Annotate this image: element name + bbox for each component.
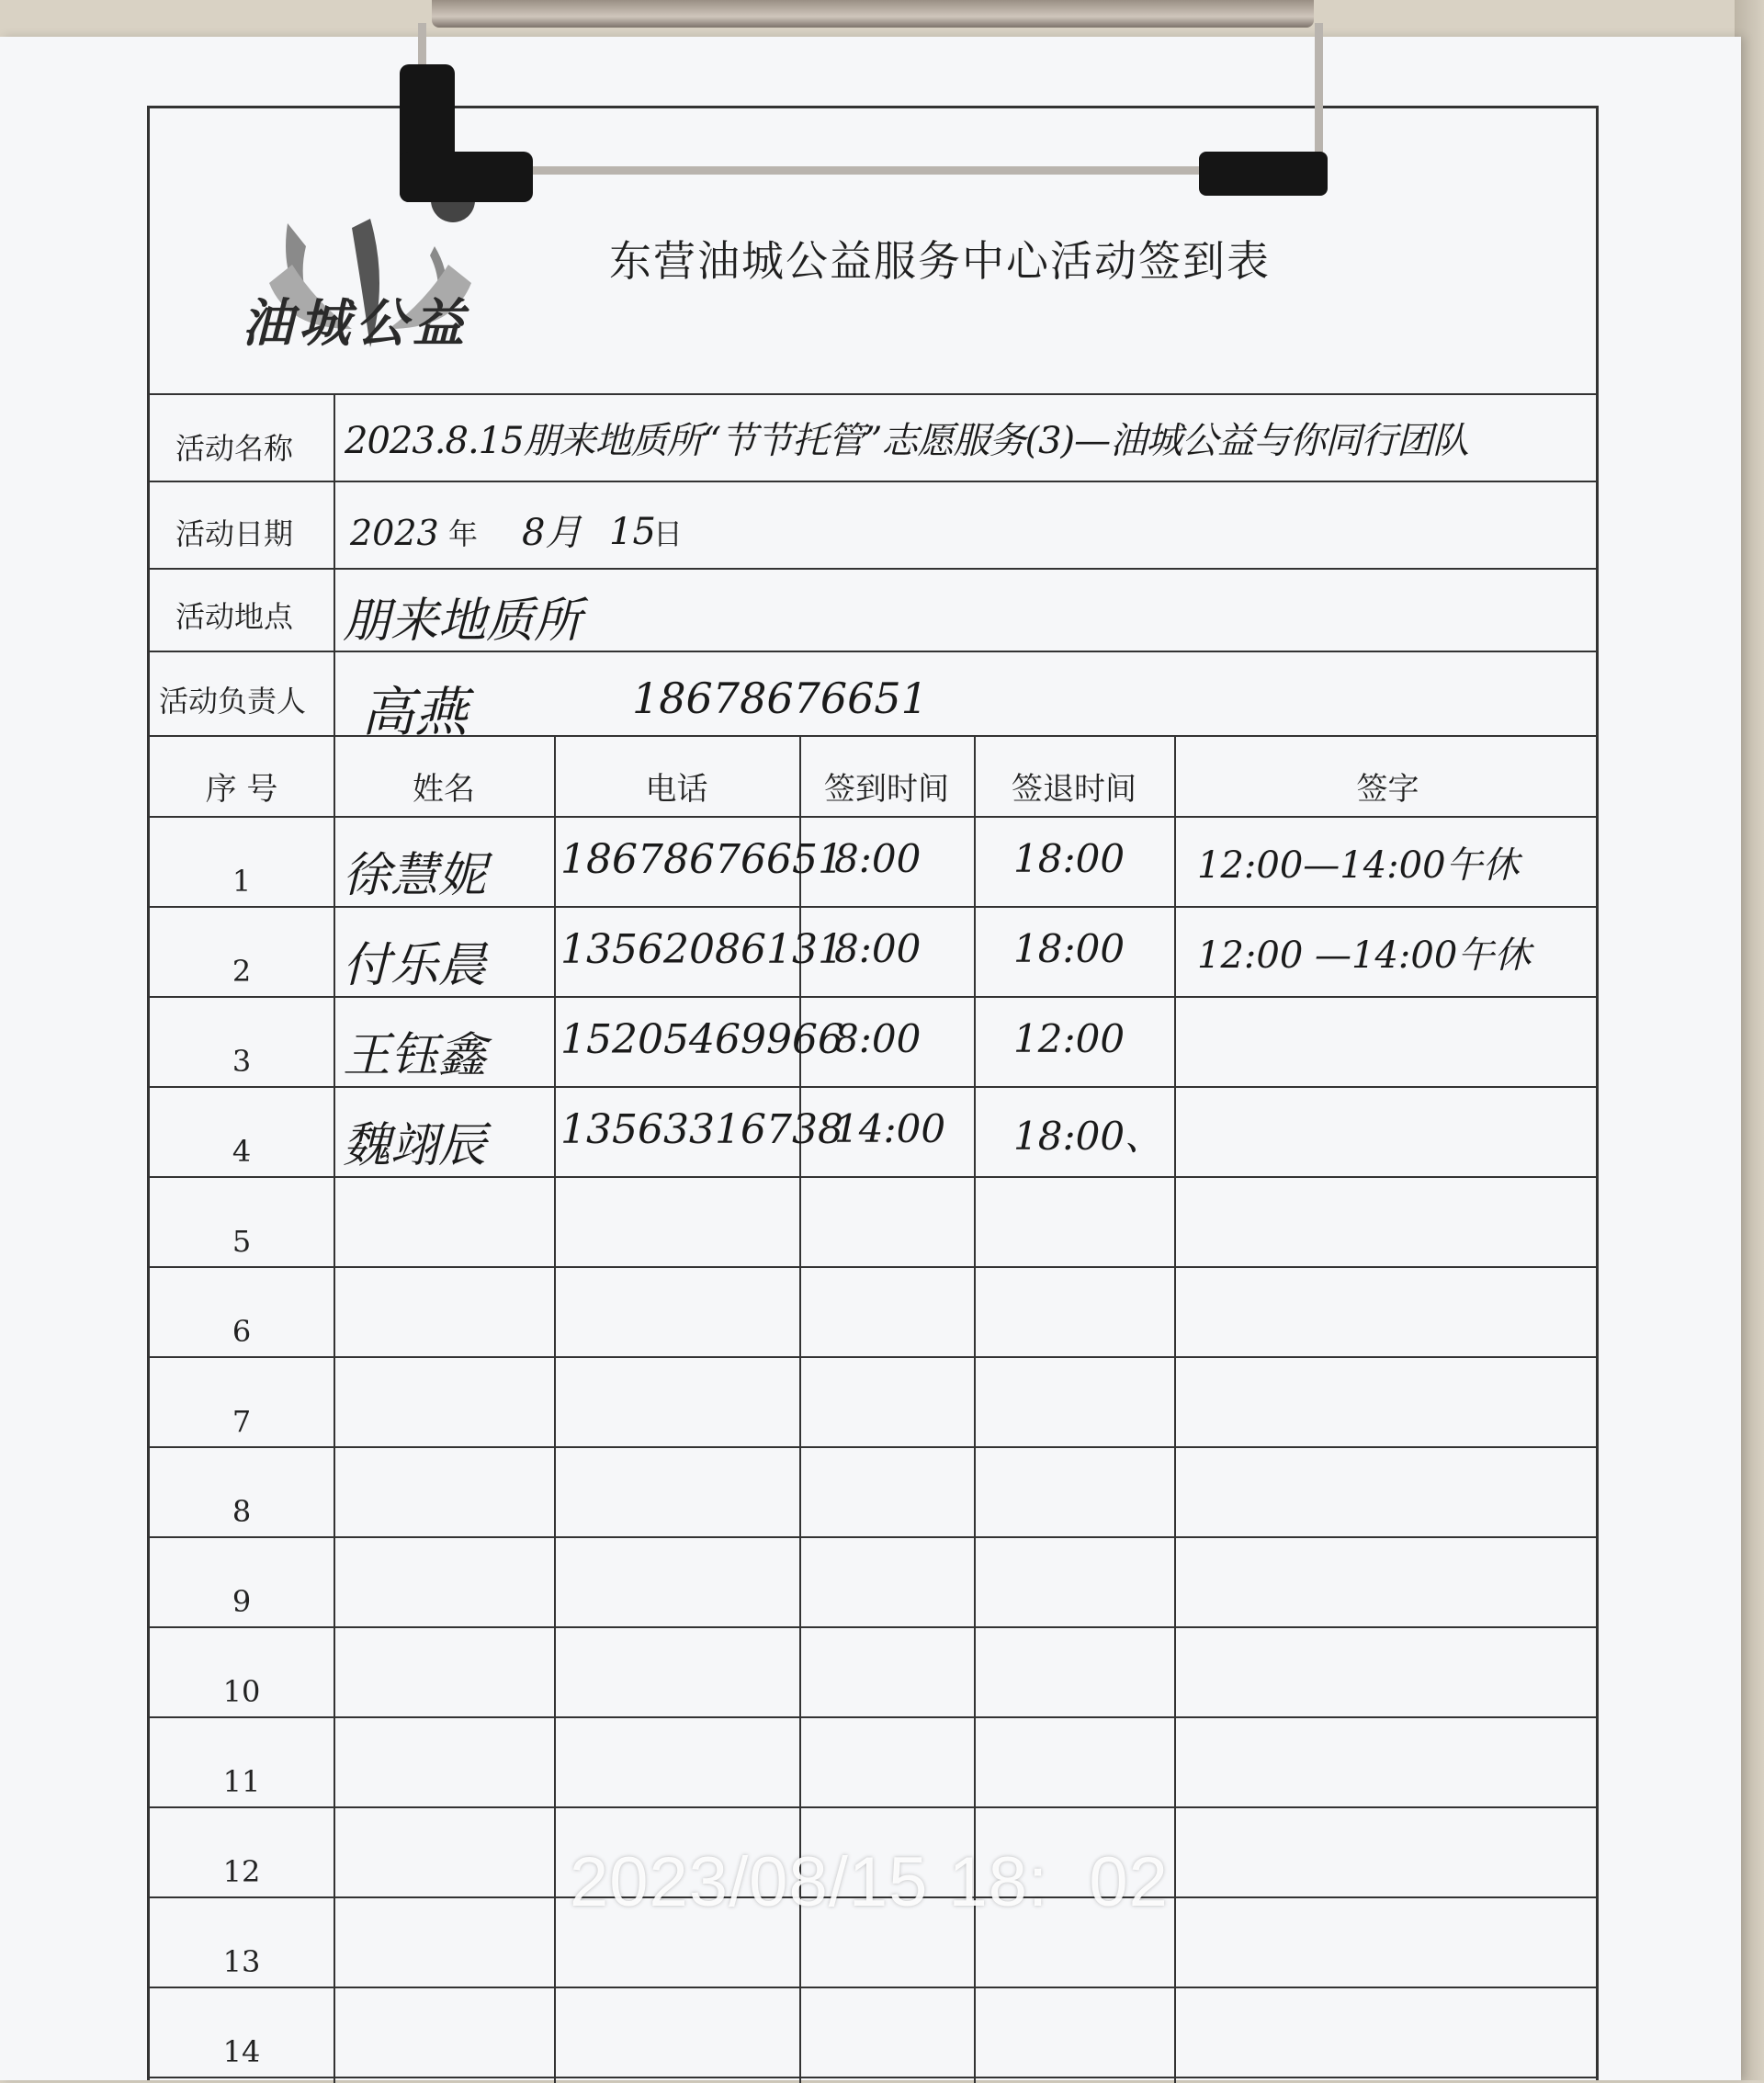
- divider: [334, 393, 335, 2083]
- cell-name: 付乐晨: [343, 938, 487, 993]
- cell-sign: 12:00 —14:00午休: [1197, 934, 1532, 977]
- activity-name-value: 2023.8.15朋来地质所“节节托管”志愿服务(3)—油城公益与你同行团队: [345, 420, 1469, 462]
- cell-name: 王钰鑫: [343, 1028, 487, 1083]
- cell-in: 14:00: [834, 1106, 946, 1151]
- header-phone: 电话: [645, 771, 708, 808]
- row-number: 5: [232, 1224, 252, 1259]
- row-number: 10: [222, 1674, 261, 1709]
- divider: [150, 651, 1596, 652]
- clip-wire: [418, 23, 1323, 175]
- divider: [150, 481, 1596, 482]
- cell-sign: 12:00—14:00午休: [1197, 844, 1520, 887]
- date-day: 15: [609, 511, 656, 553]
- header-checkin: 签到时间: [824, 771, 949, 808]
- row-divider: [150, 1266, 1596, 1268]
- row-number: 9: [232, 1584, 252, 1619]
- row-number: 1: [232, 864, 252, 899]
- activity-place-label: 活动地点: [175, 599, 294, 634]
- row-divider: [150, 1086, 1596, 1088]
- row-divider: [150, 1176, 1596, 1178]
- activity-leader-label: 活动负责人: [159, 684, 307, 719]
- row-number: 12: [222, 1854, 261, 1889]
- divider: [150, 816, 1596, 818]
- row-divider: [150, 996, 1596, 998]
- cell-out: 18:00: [1013, 836, 1125, 881]
- row-number: 13: [222, 1944, 261, 1979]
- leader-name: 高燕: [361, 681, 469, 743]
- row-number: 7: [232, 1404, 252, 1439]
- row-number: 6: [232, 1314, 252, 1349]
- cell-phone: 13563316738: [560, 1106, 843, 1153]
- cell-name: 魏翊辰: [343, 1118, 487, 1173]
- date-month: 8月: [522, 512, 582, 554]
- row-divider: [150, 1536, 1596, 1538]
- row-number: 3: [232, 1044, 252, 1079]
- cell-out: 18:00、: [1013, 1114, 1164, 1159]
- header-signature: 签字: [1356, 771, 1419, 808]
- date-day-unit: 日: [653, 516, 684, 551]
- activity-date-label: 活动日期: [175, 516, 294, 551]
- cell-out: 18:00: [1013, 926, 1125, 971]
- row-number: 11: [222, 1764, 261, 1799]
- page-title: 东营油城公益服务中心活动签到表: [609, 236, 1271, 286]
- row-divider: [150, 1626, 1596, 1628]
- cell-name: 徐慧妮: [343, 848, 487, 903]
- row-number: 2: [232, 954, 252, 989]
- row-divider: [150, 2077, 1596, 2078]
- row-number: 4: [232, 1134, 252, 1169]
- activity-place-value: 朋来地质所: [343, 594, 582, 649]
- photo-timestamp: 2023/08/15 18: 02: [570, 1843, 1169, 1921]
- header-no: 序 号: [205, 771, 278, 808]
- divider: [554, 735, 556, 2083]
- cell-phone: 15205469966: [560, 1016, 843, 1063]
- cell-out: 12:00: [1013, 1016, 1125, 1061]
- logo-text: 油城公益: [242, 293, 469, 354]
- row-divider: [150, 1356, 1596, 1358]
- leader-phone: 18678676651: [632, 674, 928, 723]
- row-divider: [150, 906, 1596, 908]
- header-name: 姓名: [413, 771, 475, 808]
- cell-in: 8:00: [834, 1016, 922, 1061]
- cell-phone: 13562086131: [560, 926, 843, 973]
- row-divider: [150, 1987, 1596, 1988]
- date-year: 2023: [350, 513, 439, 553]
- signin-form: [147, 106, 1599, 2080]
- cell-phone: 18678676651: [560, 836, 843, 883]
- cell-in: 8:00: [834, 836, 922, 881]
- row-number: 14: [222, 2034, 261, 2069]
- clip-handle-left-foot: [400, 152, 533, 202]
- divider: [1174, 735, 1176, 2083]
- cell-in: 8:00: [834, 926, 922, 971]
- row-number: 8: [232, 1494, 252, 1529]
- row-divider: [150, 1446, 1596, 1448]
- row-divider: [150, 1716, 1596, 1718]
- divider: [150, 393, 1596, 395]
- row-divider: [150, 1806, 1596, 1808]
- clip-handle-right: [1199, 152, 1328, 196]
- divider: [150, 568, 1596, 570]
- date-year-unit: 年: [448, 516, 479, 551]
- header-checkout: 签退时间: [1012, 771, 1136, 808]
- activity-name-label: 活动名称: [175, 431, 294, 466]
